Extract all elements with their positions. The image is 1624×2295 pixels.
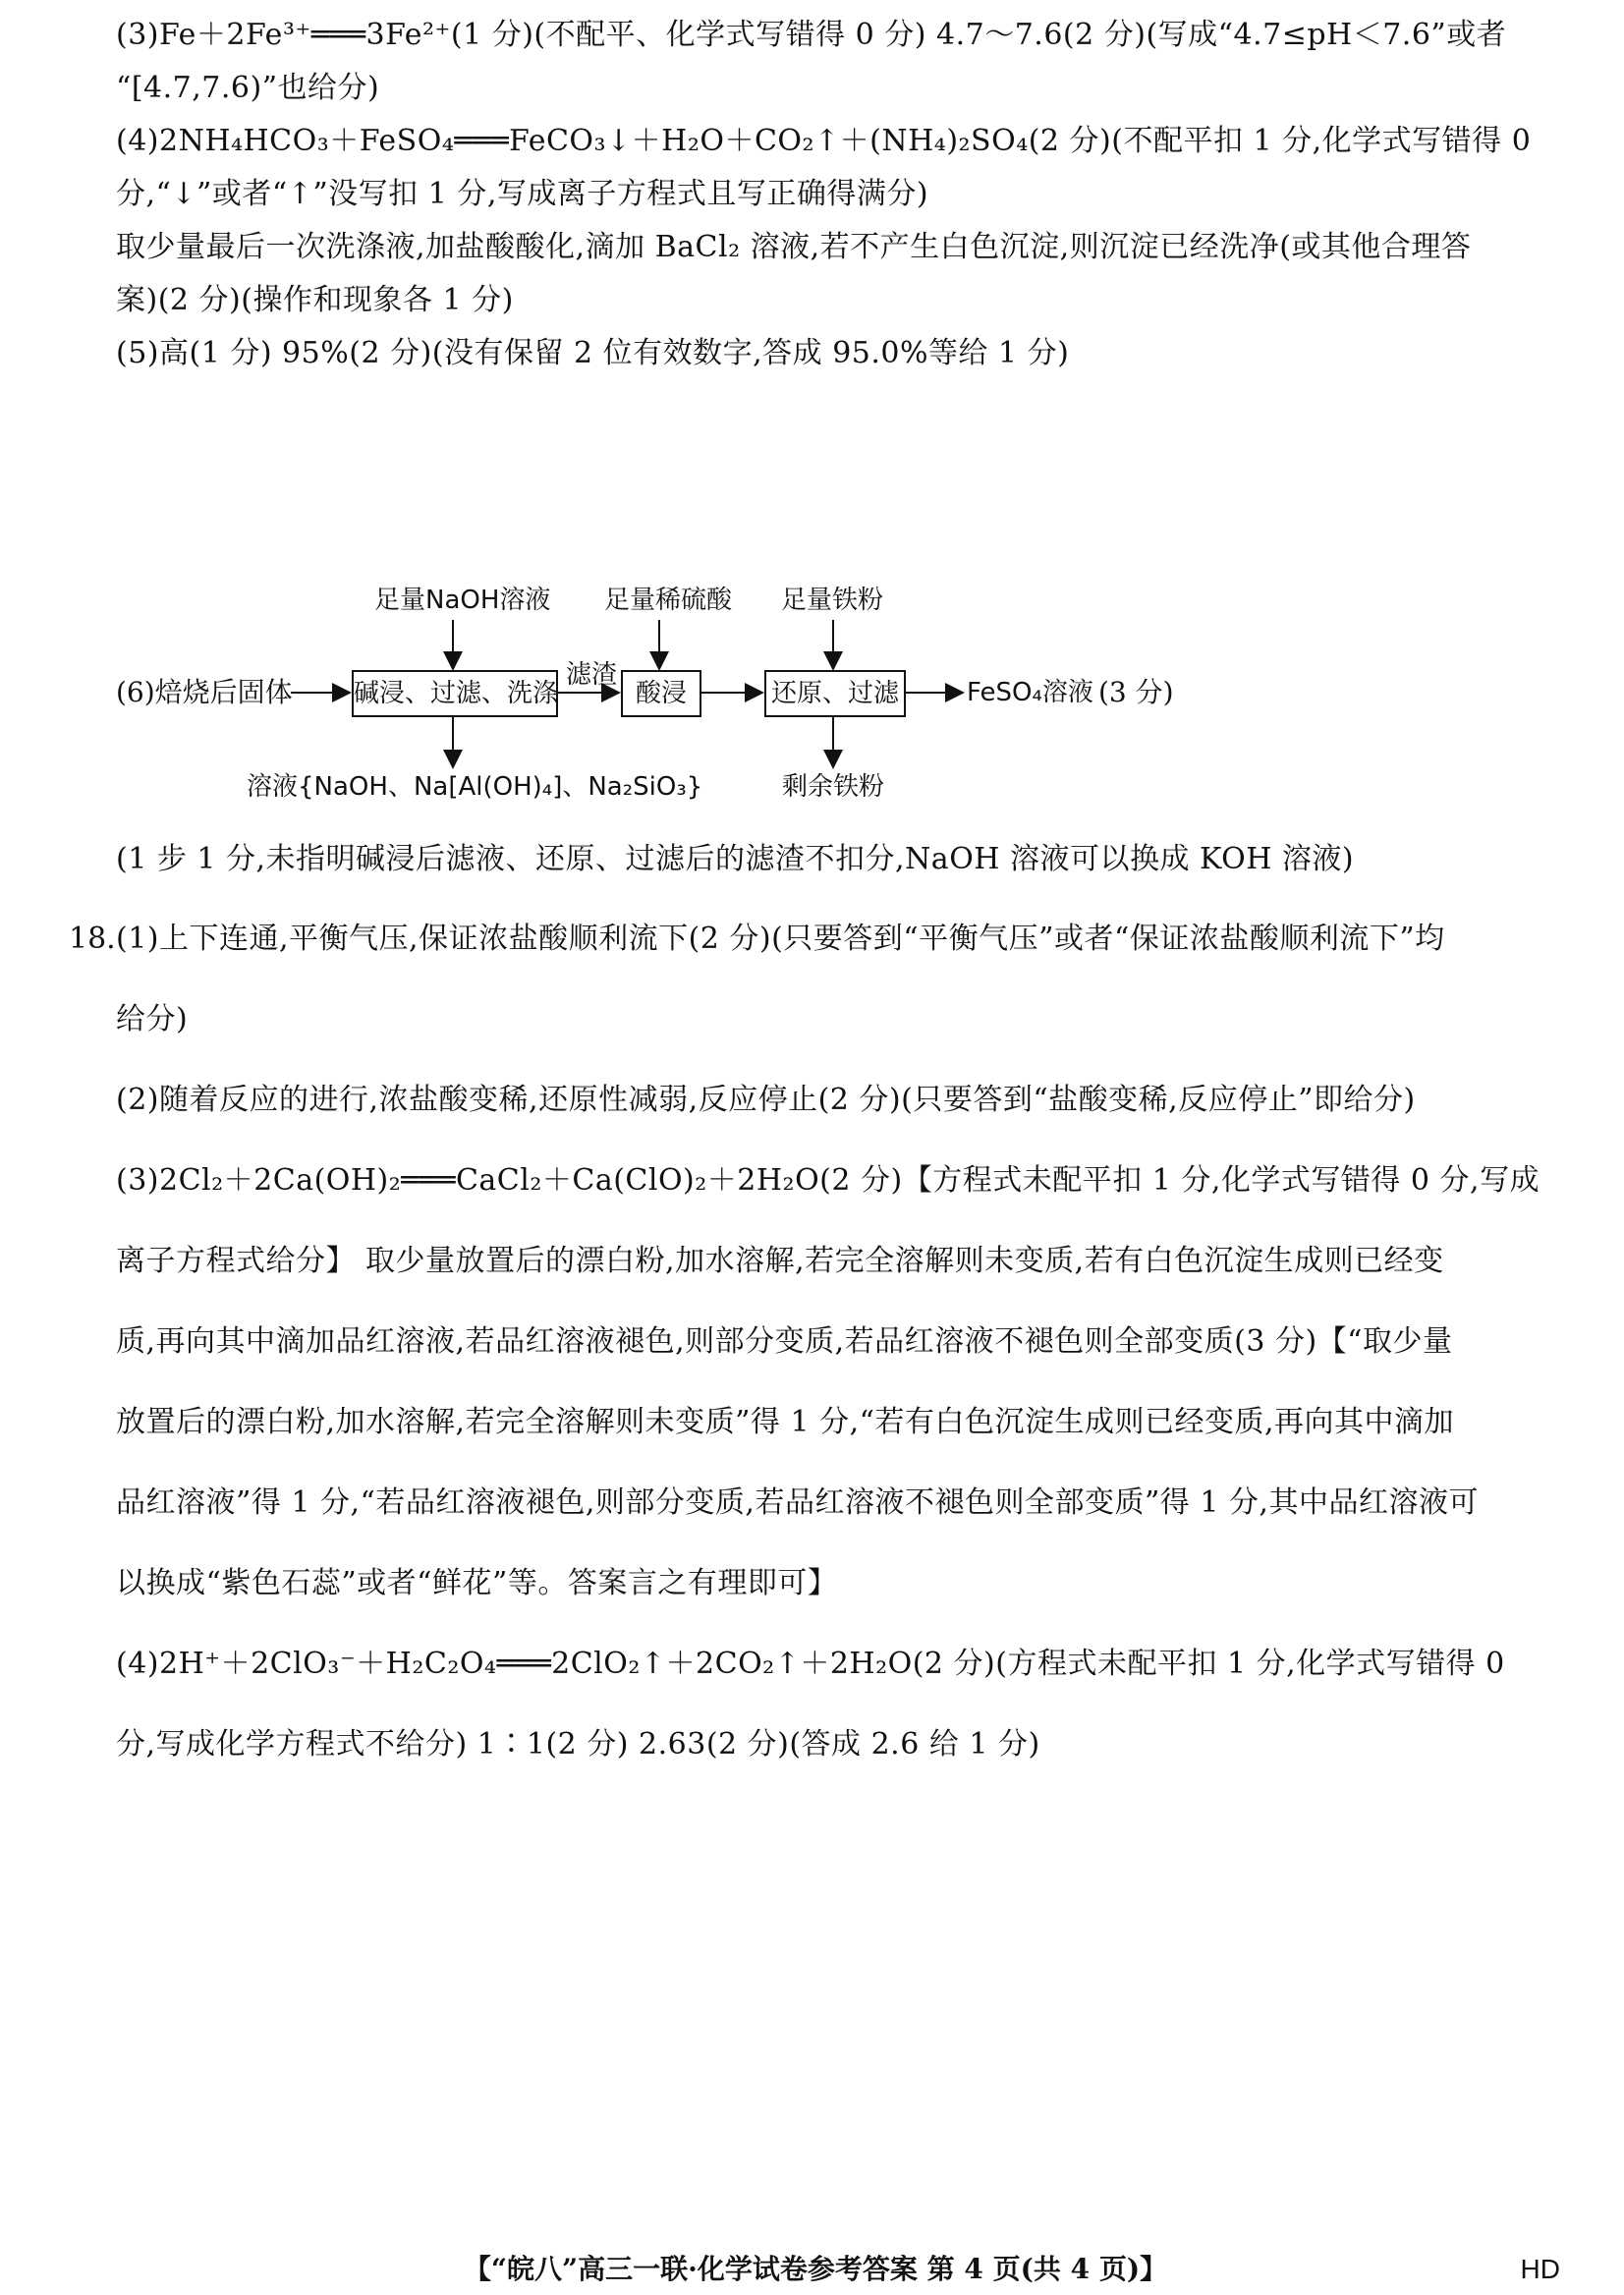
answer-18-4-cont: 分,写成化学方程式不给分) 1∶1(2 分) 2.63(2 分)(答成 2.6 给 1 分) — [116, 1727, 1040, 1762]
flow-box-acid-leach: 酸浸 — [621, 670, 701, 717]
footer-code: HD — [1520, 2254, 1560, 2284]
answer-line-4-wash: 取少量最后一次洗涤液,加盐酸酸化,滴加 BaCl₂ 溶液,若不产生白色沉淀,则沉淀已经洗净(或其他合理答 — [116, 230, 1472, 264]
answer-18-3-line3: 质,再向其中滴加品红溶液,若品红溶液褪色,则部分变质,若品红溶液不褪色则全部变质(3 分)【“取少量 — [116, 1324, 1453, 1359]
answer-18-1-cont: 给分) — [116, 1002, 189, 1036]
answer-line-3-eq: (3)Fe＋2Fe³⁺═══3Fe²⁺(1 分)(不配平、化学式写错得 0 分) 4.7～7.6(2 分)(写成“4.7≤pH＜7.6”或者 — [116, 18, 1507, 52]
answer-18-3-line6: 以换成“紫色石蕊”或者“鲜花”等。答案言之有理即可】 — [116, 1566, 838, 1600]
flow-residue-label: 滤渣 — [566, 660, 618, 690]
flow-solution-output: 溶液{NaOH、Na[Al(OH)₄]、Na₂SiO₃} — [247, 772, 703, 802]
question-number-18: 18. — [69, 922, 116, 956]
footer-title: 【“皖八”高三一联·化学试卷参考答案 第 4 页(共 4 页)】 — [463, 2253, 1168, 2285]
flow-box-alkali-leach: 碱浸、过滤、洗涤 — [352, 670, 558, 717]
page-footer — [0, 2250, 1624, 2289]
flow-naoh-input: 足量NaOH溶液 — [374, 586, 551, 615]
flow-score: (3 分) — [1098, 676, 1174, 708]
answer-line-3-cont: “[4.7,7.6)”也给分) — [116, 71, 380, 105]
answer-line-4-wash-cont: 案)(2 分)(操作和现象各 1 分) — [116, 283, 514, 317]
answer-line-6-note: (1 步 1 分,未指明碱浸后滤液、还原、过滤后的滤渣不扣分,NaOH 溶液可以换成 KOH 溶液) — [116, 842, 1355, 876]
answer-18-3-line5: 品红溶液”得 1 分,“若品红溶液褪色,则部分变质,若品红溶液不褪色则全部变质”得 1 分,其中品红溶液可 — [116, 1485, 1479, 1520]
answer-18-3-eq: (3)2Cl₂＋2Ca(OH)₂═══CaCl₂＋Ca(ClO)₂＋2H₂O(2 分)【方程式未配平扣 1 分,化学式写错得 0 分,写成 — [116, 1163, 1540, 1198]
answer-18-2: (2)随着反应的进行,浓盐酸变稀,还原性减弱,反应停止(2 分)(只要答到“盐酸变稀,反应停止”即给分) — [116, 1083, 1416, 1117]
process-flow-diagram — [116, 575, 1295, 811]
answer-line-5: (5)高(1 分) 95%(2 分)(没有保留 2 位有效数字,答成 95.0%等给 1 分) — [116, 336, 1070, 370]
flow-end-product: FeSO₄溶液 — [967, 678, 1093, 707]
answer-line-4-eq: (4)2NH₄HCO₃＋FeSO₄═══FeCO₃↓＋H₂O＋CO₂↑＋(NH₄)₂SO₄(2 分)(不配平扣 1 分,化学式写错得 0 — [116, 124, 1532, 158]
answer-18-3-line4: 放置后的漂白粉,加水溶解,若完全溶解则未变质”得 1 分,“若有白色沉淀生成则已经变质,再向其中滴加 — [116, 1405, 1454, 1439]
flow-box-reduce-filter: 还原、过滤 — [764, 670, 906, 717]
flow-start: (6)焙烧后固体 — [116, 676, 293, 708]
answer-line-4-cont: 分,“↓”或者“↑”没写扣 1 分,写成离子方程式且写正确得满分) — [116, 177, 929, 211]
answer-18-4-eq: (4)2H⁺＋2ClO₃⁻＋H₂C₂O₄═══2ClO₂↑＋2CO₂↑＋2H₂O(2 分)(方程式未配平扣 1 分,化学式写错得 0 — [116, 1647, 1505, 1681]
answer-18-3-line2: 离子方程式给分】 取少量放置后的漂白粉,加水溶解,若完全溶解则未变质,若有白色沉淀生成则已经变 — [116, 1244, 1444, 1278]
flow-acid-input: 足量稀硫酸 — [604, 586, 733, 615]
answer-18-1: (1)上下连通,平衡气压,保证浓盐酸顺利流下(2 分)(只要答到“平衡气压”或者“保证浓盐酸顺利流下”均 — [116, 922, 1445, 956]
flow-iron-input: 足量铁粉 — [781, 586, 884, 615]
flow-iron-output: 剩余铁粉 — [782, 772, 885, 802]
